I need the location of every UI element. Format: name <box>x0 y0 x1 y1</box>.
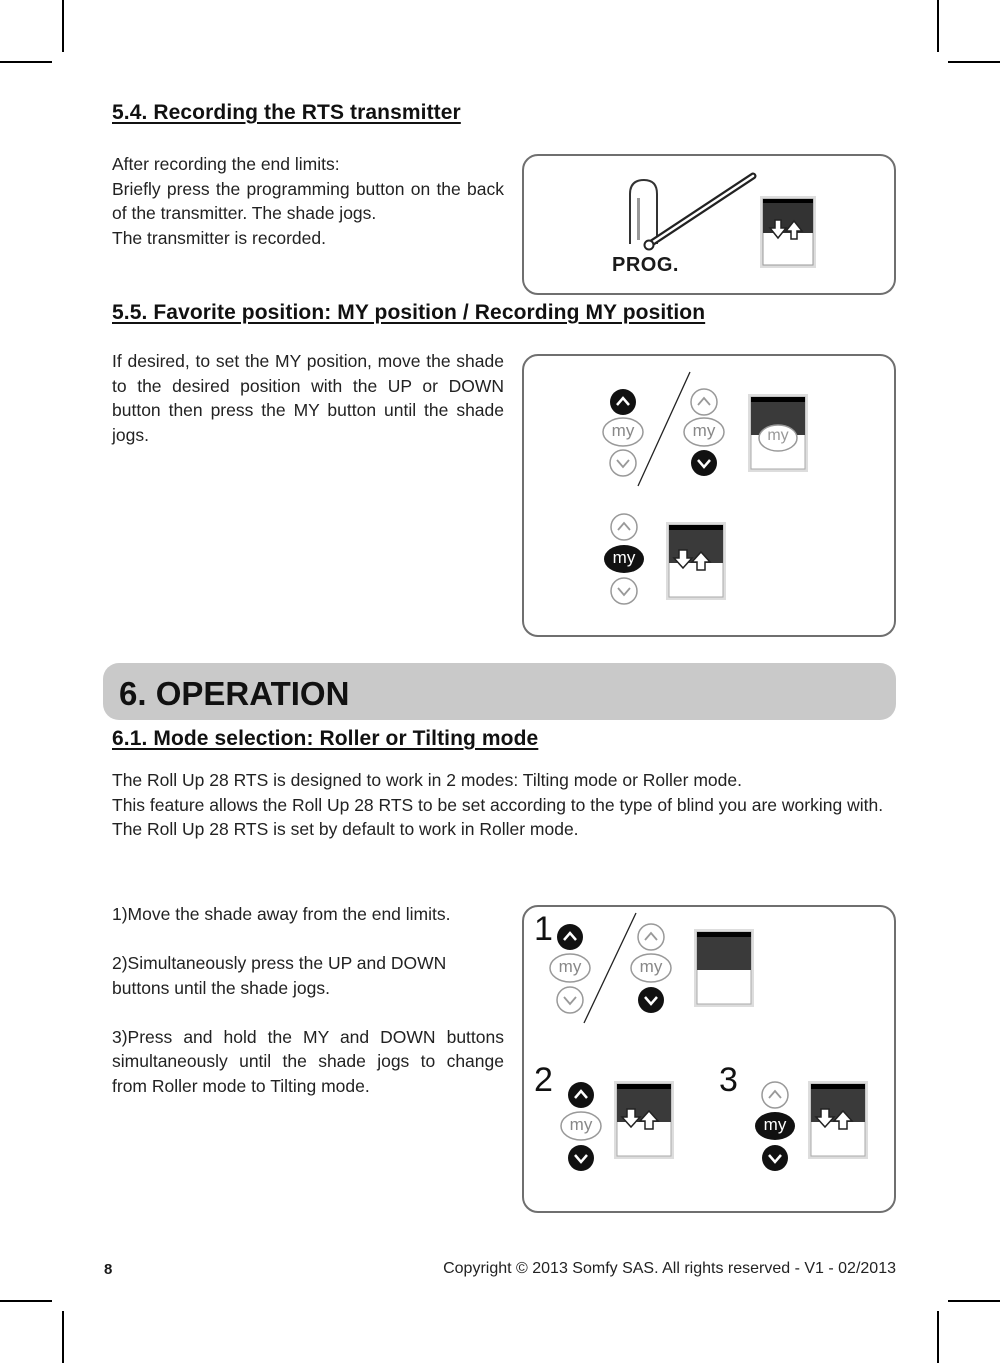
my-button-label-active: my <box>763 1115 787 1134</box>
crop-mark <box>937 1311 939 1363</box>
copyright-notice: Copyright © 2013 Somfy SAS. All rights reserved - V1 - 02/2013 <box>443 1260 896 1277</box>
my-button-label: my <box>558 957 582 976</box>
my-button-label: my <box>569 1115 593 1134</box>
my-button-label: my <box>767 427 789 444</box>
figure-prog-button <box>522 154 896 295</box>
my-position-illustration <box>524 356 898 639</box>
section-5-4-para2: Briefly press the programming button on the back of the transmitter. The shade jogs. <box>112 178 504 223</box>
mode-line-3: The Roll Up 28 RTS is set by default to work in Roller mode. <box>112 819 579 839</box>
step-2: 2)Simultaneously press the UP and DOWN buttons until the shade jogs. <box>112 953 447 998</box>
mode-line-1: The Roll Up 28 RTS is designed to work in 2 modes: Tilting mode or Roller mode. <box>112 770 742 790</box>
my-button-label-active: my <box>612 548 636 567</box>
my-button-label: my <box>611 421 635 440</box>
step-3: 3)Press and hold the MY and DOWN buttons simultaneously until the shade jogs to change from Roller mode to Tilting mode. <box>112 1026 504 1096</box>
step-1: 1)Move the shade away from the end limits. <box>112 904 451 924</box>
section-6-1-heading: 6.1. Mode selection: Roller or Tilting mode <box>112 727 539 750</box>
section-5-4-para1: After recording the end limits: <box>112 154 340 174</box>
crop-mark <box>948 61 1000 63</box>
page-number: 8 <box>104 1261 113 1278</box>
section-6-title: 6. OPERATION <box>119 675 350 712</box>
section-6-1-intro <box>112 768 896 842</box>
section-6-banner <box>103 663 896 720</box>
crop-mark <box>62 1311 64 1363</box>
figure-step-number: 1 <box>534 910 553 948</box>
figure-step-number: 3 <box>719 1061 738 1099</box>
prog-illustration <box>524 156 898 297</box>
mode-selection-illustration <box>524 907 898 1215</box>
crop-mark <box>62 0 64 52</box>
figure-mode-selection <box>522 905 896 1213</box>
prog-label: PROG. <box>612 254 679 276</box>
my-button-label: my <box>692 421 716 440</box>
crop-mark <box>0 61 52 63</box>
crop-mark <box>0 1300 52 1302</box>
section-6-1-steps <box>112 902 504 1098</box>
figure-my-position <box>522 354 896 637</box>
section-5-5-text: If desired, to set the MY position, move the shade to the desired position with the UP or DOWN button then press the MY button until the shade jogs. <box>112 351 504 445</box>
section-5-4-text <box>112 152 504 250</box>
shade-icon <box>760 196 816 268</box>
section-5-4-para3: The transmitter is recorded. <box>112 227 326 248</box>
section-5-4-heading: 5.4. Recording the RTS transmitter <box>112 101 461 124</box>
crop-mark <box>948 1300 1000 1302</box>
section-5-5-heading: 5.5. Favorite position: MY position / Recording MY position <box>112 301 706 324</box>
figure-step-number: 2 <box>534 1061 553 1099</box>
crop-mark <box>937 0 939 52</box>
mode-line-2: This feature allows the Roll Up 28 RTS to be set according to the type of blind you are working with. <box>112 794 884 815</box>
my-button-label: my <box>639 957 663 976</box>
